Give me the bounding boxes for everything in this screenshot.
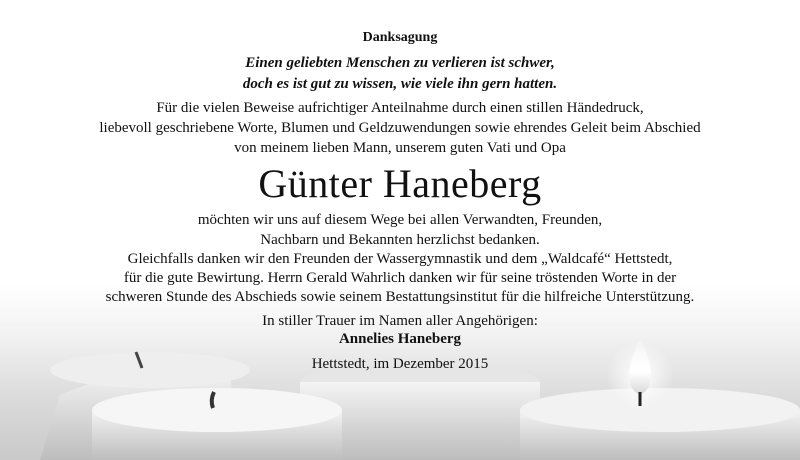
place-date: Hettstedt, im Dezember 2015 — [311, 356, 489, 372]
thanks-line-1: möchten wir uns auf diesem Wege bei allen Verwandten, Freunden, — [197, 212, 603, 228]
candle-front-left — [92, 388, 342, 460]
thanks-line-3: Gleichfalls danken wir den Freunden der Wassergymnastik und dem „Waldcafé“ Hettstedt, — [127, 251, 673, 267]
intro-line-1: Für die vielen Beweise aufrichtiger Anteilnahme durch einen stillen Händedruck, — [156, 100, 644, 116]
thanks-line-2: Nachbarn und Bekannten herzlichst bedanken. — [260, 232, 540, 248]
mourning-line: In stiller Trauer im Namen aller Angehörigen: — [262, 313, 538, 329]
heading-danksagung: Danksagung — [362, 30, 438, 45]
thanks-line-5: schweren Stunde des Abschieds sowie seinem Bestattungsinstitut für die hilfreiche Unterstützung. — [105, 289, 695, 305]
quote-line-2: doch es ist gut zu wissen, wie viele ihn gern hatten. — [242, 76, 558, 92]
intro-line-3: von meinem lieben Mann, unserem guten Vati und Opa — [234, 140, 566, 156]
deceased-name: Günter Haneberg — [258, 161, 542, 206]
intro-line-2: liebevoll geschriebene Worte, Blumen und Geldzuwendungen sowie ehrendes Geleit beim Abschied — [99, 120, 701, 136]
quote-line-1: Einen geliebten Menschen zu verlieren ist schwer, — [245, 55, 555, 71]
thanks-line-4: für die gute Bewirtung. Herrn Gerald Wahrlich danken wir für seine tröstenden Worte in der — [123, 270, 677, 286]
signatory-name: Annelies Haneberg — [338, 331, 462, 347]
